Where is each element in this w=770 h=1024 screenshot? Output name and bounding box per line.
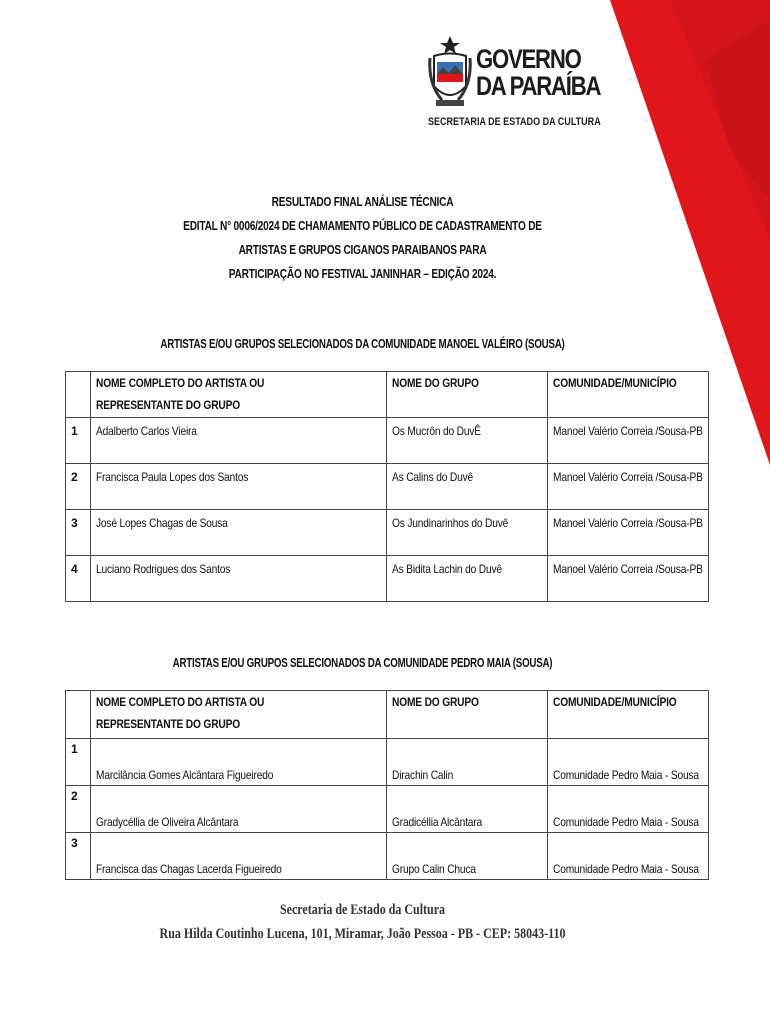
group-name: Gradicéllia Alcântara (387, 786, 548, 833)
header-community: COMUNIDADE/MUNICÍPIO (548, 372, 709, 418)
community: Manoel Valério Correia /Sousa-PB (548, 510, 709, 556)
group-name: Os Mucrôn do DuvÊ (387, 418, 548, 464)
row-number: 2 (66, 786, 91, 833)
table-row (66, 510, 709, 556)
group-name: As Calins do Duvê (387, 464, 548, 510)
row-number: 2 (66, 464, 91, 510)
row-number: 4 (66, 556, 91, 602)
table-row (66, 418, 709, 464)
header-community: COMUNIDADE/MUNICÍPIO (548, 691, 709, 739)
footer-address (0, 898, 725, 946)
community: Manoel Valério Correia /Sousa-PB (548, 556, 709, 602)
community: Comunidade Pedro Maia - Sousa (548, 739, 709, 786)
artist-name: Marcilância Gomes Alcântara Figueiredo (91, 739, 387, 786)
title-line: EDITAL N° 0006/2024 DE CHAMAMENTO PÚBLICO DE CADASTRAMENTO DE (183, 218, 542, 233)
header-number (66, 691, 91, 739)
table-row (66, 556, 709, 602)
header-artist-name: NOME COMPLETO DO ARTISTA OU REPRESENTANTE DO GRUPO (91, 372, 387, 418)
table-pedro-maia (65, 690, 709, 880)
title-line: RESULTADO FINAL ANÁLISE TÉCNICA (271, 194, 454, 209)
header-group-name: NOME DO GRUPO (387, 691, 548, 739)
section-1-title (0, 337, 725, 351)
community: Comunidade Pedro Maia - Sousa (548, 786, 709, 833)
footer-line-2: Rua Hilda Coutinho Lucena, 101, Miramar, João Pessoa - PB - CEP: 58043-110 (159, 926, 566, 942)
group-name: Os Jundinarinhos do Duvê (387, 510, 548, 556)
row-number: 1 (66, 418, 91, 464)
artist-name: Gradycéllia de Oliveira Alcântara (91, 786, 387, 833)
row-number: 1 (66, 739, 91, 786)
title-line: PARTICIPAÇÃO NO FESTIVAL JANINHAR – EDIÇÃO 2024. (228, 266, 497, 281)
state-coat-of-arms-icon (428, 34, 472, 112)
community: Manoel Valério Correia /Sousa-PB (548, 418, 709, 464)
table-row (66, 786, 709, 833)
header-group-name: NOME DO GRUPO (387, 372, 548, 418)
artist-name: José Lopes Chagas de Sousa (91, 510, 387, 556)
section-1-title-text: ARTISTAS E/OU GRUPOS SELECIONADOS DA COMUNIDADE MANOEL VALÉIRO (SOUSA) (160, 337, 565, 351)
artist-name: Francisca das Chagas Lacerda Figueiredo (91, 833, 387, 880)
group-name: Dirachin Calin (387, 739, 548, 786)
artist-name: Adalberto Carlos Vieira (91, 418, 387, 464)
header-artist-name: NOME COMPLETO DO ARTISTA OU REPRESENTANTE DO GRUPO (91, 691, 387, 739)
community: Manoel Valério Correia /Sousa-PB (548, 464, 709, 510)
row-number: 3 (66, 510, 91, 556)
table-row (66, 739, 709, 786)
table-row (66, 833, 709, 880)
title-line: ARTISTAS E GRUPOS CIGANOS PARAIBANOS PARA (238, 242, 487, 257)
header-number (66, 372, 91, 418)
row-number: 3 (66, 833, 91, 880)
table-row (66, 464, 709, 510)
section-2-title (0, 656, 725, 670)
group-name: Grupo Calin Chuca (387, 833, 548, 880)
logo-line-1: GOVERNO (476, 44, 581, 74)
artist-name: Luciano Rodrigues dos Santos (91, 556, 387, 602)
governo-paraiba-logo (428, 34, 601, 134)
artist-name: Francisca Paula Lopes dos Santos (91, 464, 387, 510)
logo-subtitle: SECRETARIA DE ESTADO DA CULTURA (428, 116, 601, 128)
footer-line-1: Secretaria de Estado da Cultura (279, 902, 446, 918)
community: Comunidade Pedro Maia - Sousa (548, 833, 709, 880)
table-header-row (66, 372, 709, 418)
table-manoel-valerio (65, 371, 709, 602)
document-title (0, 190, 725, 286)
section-2-title-text: ARTISTAS E/OU GRUPOS SELECIONADOS DA COMUNIDADE PEDRO MAIA (SOUSA) (172, 656, 553, 670)
table-header-row (66, 691, 709, 739)
group-name: As Bidita Lachin do Duvê (387, 556, 548, 602)
logo-line-2: DA PARAÍBA (476, 71, 601, 101)
